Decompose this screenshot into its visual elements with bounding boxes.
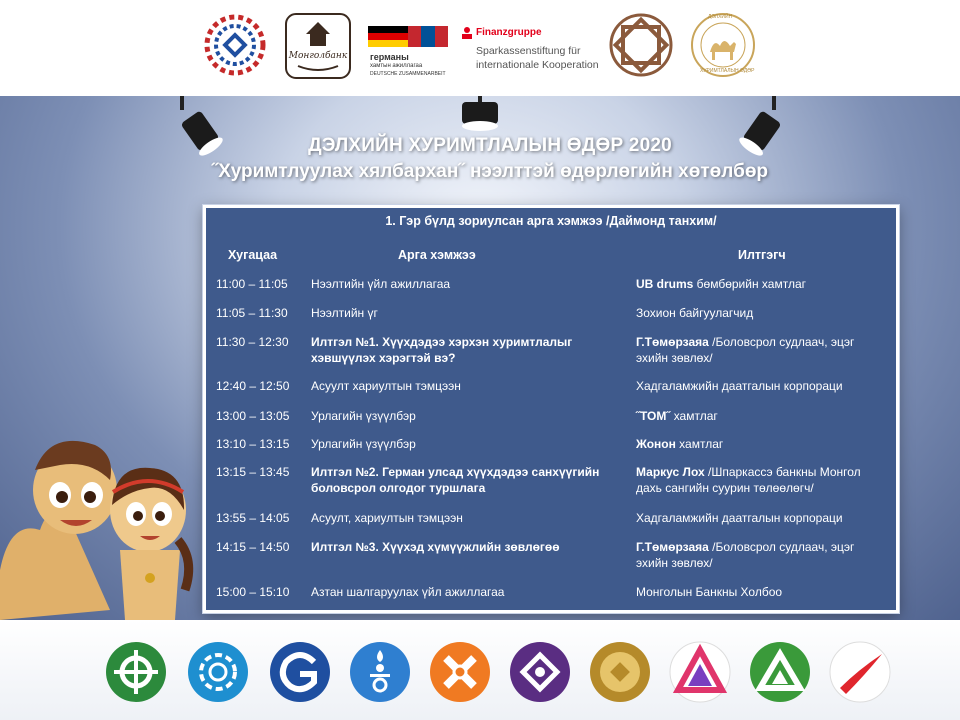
- row-presenter: [636, 510, 886, 526]
- presenter-detail: Хадгаламжийн даатгалын корпораци: [636, 379, 843, 393]
- sparkasse-line1: Finanzgruppe: [476, 27, 542, 38]
- mongolbank-text: Монголбанк: [288, 51, 348, 61]
- presenter-name: UB drums: [636, 277, 694, 291]
- orange-x-icon: [428, 640, 492, 709]
- header-time: Хугацаа: [228, 248, 278, 262]
- header-presenter: Илтгэгч: [738, 248, 786, 262]
- row-event: Урлагийн үзүүлбэр: [311, 437, 416, 451]
- header-event: Арга хэмжээ: [398, 248, 476, 262]
- row-presenter: [636, 464, 881, 496]
- row-time: 13:55 – 14:05: [216, 511, 290, 525]
- g-letter-icon: [268, 640, 332, 709]
- section-title: 1. Гэр бүлд зориулсан арга хэмжээ /Даймонд танхим/: [385, 214, 717, 228]
- row-event: Илтгэл №3. Хүүхэд хүмүүжлийн зөвлөгөө: [311, 540, 560, 554]
- camel-badge-text-top: ДЭЛХИЙН: [708, 14, 733, 20]
- spotlight-right-icon: [732, 96, 792, 171]
- presenter-detail: Хадгаламжийн даатгалын корпораци: [636, 511, 843, 525]
- spotlight-left-icon: [170, 96, 230, 171]
- row-event: Илтгэл №1. Хүүхдэдээ хэрхэн хуримтлалыг хэвшүүлэх хэрэгтэй вэ?: [311, 335, 573, 365]
- row-time: 15:00 – 15:10: [216, 585, 290, 599]
- presenter-detail: Монголын Банкны Холбоо: [636, 585, 783, 599]
- presenter-name: Г.Төмөрзаяа: [636, 540, 709, 554]
- presenter-name: Г.Төмөрзаяа: [636, 335, 709, 349]
- row-time: 12:40 – 12:50: [216, 379, 290, 393]
- row-presenter: [636, 334, 886, 366]
- row-event: Нээлтийн үг: [311, 306, 378, 320]
- knot-star-icon: [608, 12, 674, 78]
- gold-coin-icon: [588, 640, 652, 709]
- presenter-detail: /Шпаркассэ банкны Монгол дахь сангийн суурин төлөөлөгч/: [636, 465, 861, 495]
- presenter-name: Маркус Лох: [636, 465, 705, 479]
- row-presenter: [636, 539, 886, 571]
- presenter-detail: /Боловсрол судлаач, эцэг эхийн зөвлөх/: [636, 335, 855, 365]
- row-time: 13:00 – 13:05: [216, 409, 290, 423]
- presenter-detail: /Боловсрол судлаач, эцэг эхийн зөвлөх/: [636, 540, 855, 570]
- row-event: Асуулт, хариултын тэмцээн: [311, 511, 463, 525]
- presenter-detail: Зохион байгуулагчид: [636, 306, 754, 320]
- row-time: 11:30 – 12:30: [216, 335, 289, 349]
- red-swoosh-icon: [828, 640, 892, 709]
- presenter-name: Жонон: [636, 437, 676, 451]
- page-title: ДЭЛХИЙН ХУРИМТЛАЛЫН ӨДӨР 2020: [308, 135, 672, 156]
- row-event: Нээлтийн үйл ажиллагаа: [311, 277, 451, 291]
- row-presenter: [636, 584, 886, 600]
- presenter-detail: хамтлаг: [670, 409, 718, 423]
- presenter-detail: хамтлаг: [675, 437, 724, 451]
- german-mongolian-flag-icon: [368, 26, 448, 48]
- camel-badge-text-bottom: ХУРИМТЛАЛЫН ӨДӨР: [700, 68, 755, 74]
- diamond-emblem-icon: [204, 12, 266, 78]
- green-ornament-icon: [104, 640, 168, 709]
- color-triangle-icon: [668, 640, 732, 709]
- row-event: Асуулт хариултын тэмцээн: [311, 379, 461, 393]
- row-presenter: [636, 378, 886, 394]
- presenter-detail: бөмбөрийн хамтлаг: [693, 277, 807, 291]
- soyombo-icon: [348, 640, 412, 709]
- page-subtitle: ˝Хуримтлуулах хялбархан˝ нээлттэй өдөрлөгийн хөтөлбөр: [211, 161, 769, 182]
- schedule-board: [203, 205, 899, 613]
- row-presenter: [636, 436, 886, 452]
- row-event: Урлагийн үзүүлбэр: [311, 409, 416, 423]
- sparkasse-line2: Sparkassenstiftung für: [476, 45, 581, 57]
- row-time: 13:10 – 13:15: [216, 437, 290, 451]
- presenter-name: ˝ТОМ˝: [636, 409, 671, 423]
- german-coop-line3: DEUTSCHE ZUSAMMENARBEIT: [370, 71, 446, 77]
- row-presenter: [636, 408, 886, 424]
- row-event: Азтан шалгаруулах үйл ажиллагаа: [311, 585, 505, 599]
- purple-shield-icon: [508, 640, 572, 709]
- mongolbank-seal-icon: [284, 12, 352, 80]
- row-time: 13:15 – 13:45: [216, 465, 290, 479]
- german-coop-line2: хамтын ажиллагаа: [370, 63, 423, 69]
- row-event: Илтгэл №2. Герман улсад хүүхдэдээ санхүүгийн боловсрол олгодог туршлага: [311, 465, 600, 495]
- row-presenter: [636, 276, 886, 292]
- german-coop-line1: германы: [370, 52, 409, 62]
- row-time: 11:00 – 11:05: [216, 277, 288, 291]
- row-presenter: [636, 305, 886, 321]
- camel-mascots-icon: [0, 410, 215, 625]
- sparkasse-line3: internationale Kooperation: [476, 59, 599, 71]
- green-triangle-icon: [748, 640, 812, 709]
- row-time: 11:05 – 11:30: [216, 306, 288, 320]
- blue-knot-icon: [186, 640, 250, 709]
- sparkasse-icon: [460, 26, 474, 40]
- row-time: 14:15 – 14:50: [216, 540, 290, 554]
